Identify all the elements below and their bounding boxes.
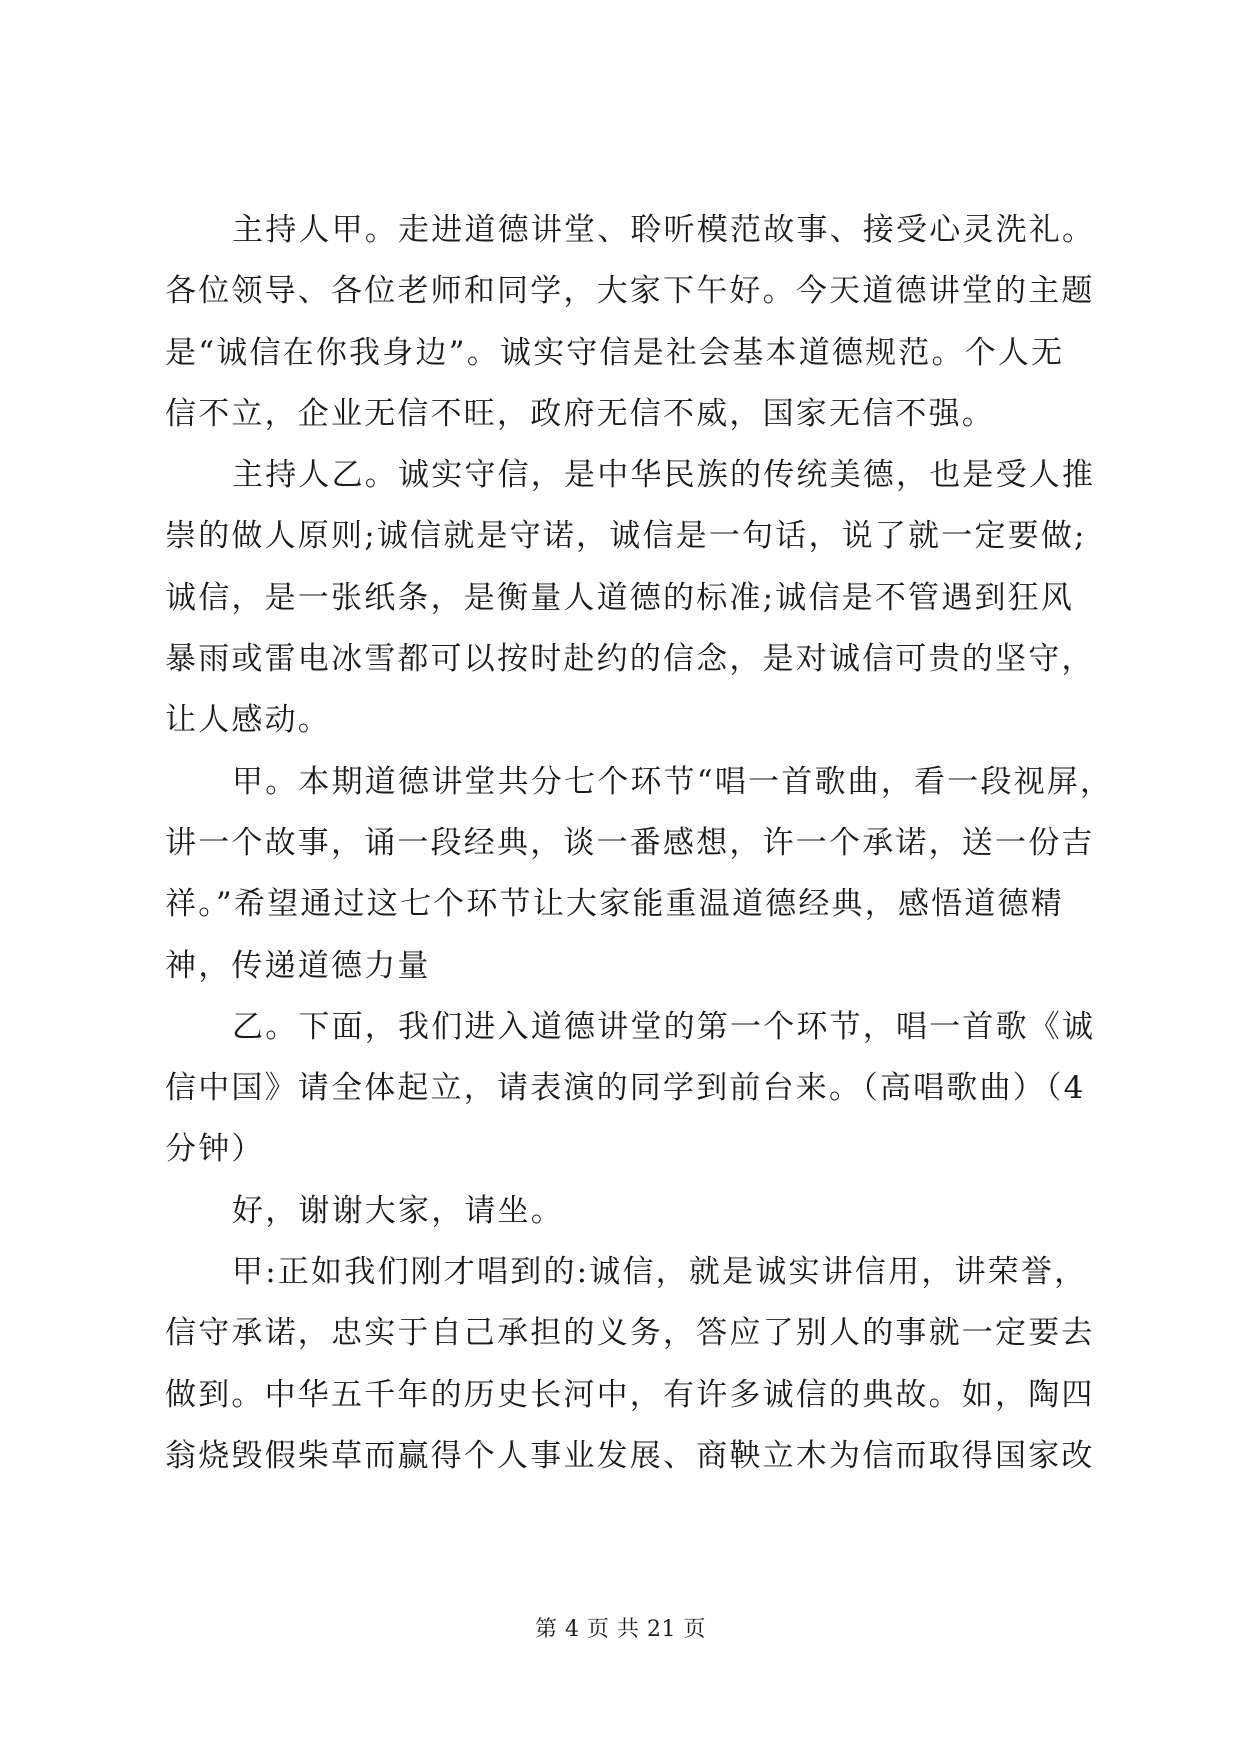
- text-line: 诚信，是一张纸条，是衡量人道德的标准;诚信是不管遇到狂风: [165, 579, 1075, 616]
- text-line: 祥。”希望通过这七个环节让大家能重温道德经典，感悟道德精: [165, 886, 1064, 923]
- text-line: 主持人乙。诚实守信，是中华民族的传统美德，也是受人推: [232, 457, 1096, 494]
- text-line: 甲:正如我们刚才唱到的:诚信，就是诚实讲信用，讲荣誉，: [232, 1254, 1088, 1291]
- text-line: 做到。中华五千年的历史长河中，有许多诚信的典故。如，陶四: [165, 1376, 1095, 1413]
- text-line: 翁烧毁假柴草而赢得个人事业发展、商鞅立木为信而取得国家改: [165, 1437, 1095, 1474]
- text-line: 甲。本期道德讲堂共分七个环节“唱一首歌曲，看一段视屏，: [232, 763, 1114, 800]
- text-line: 主持人甲。走进道德讲堂、聆听模范故事、接受心灵洗礼。: [232, 212, 1096, 248]
- text-line: 信守承诺，忠实于自己承担的义务，答应了别人的事就一定要去: [165, 1315, 1095, 1352]
- page-number-footer: 第 4 页 共 21 页: [535, 1617, 706, 1642]
- text-line: 崇的做人原则;诚信就是守诺，诚信是一句话，说了就一定要做;: [165, 518, 1087, 555]
- text-line: 讲一个故事，诵一段经典，谈一番感想，许一个承诺，送一份吉: [165, 824, 1095, 861]
- text-line: 各位领导、各位老师和同学，大家下午好。今天道德讲堂的主题: [165, 273, 1095, 310]
- text-line: 让人感动。: [165, 702, 331, 739]
- text-line: 暴雨或雷电冰雪都可以按时赴约的信念，是对诚信可贵的坚守，: [165, 641, 1095, 678]
- document-body: [165, 200, 1114, 1487]
- text-line: 信中国》请全体起立，请表演的同学到前台来。（高唱歌曲）（4: [165, 1070, 1086, 1107]
- text-line: 神，传递道德力量: [165, 947, 431, 984]
- text-line: 分钟）: [165, 1131, 265, 1168]
- text-line: 是“诚信在你我身边”。诚实守信是社会基本道德规范。个人无: [165, 334, 1065, 371]
- text-line: 信不立，企业无信不旺，政府无信不威，国家无信不强。: [165, 395, 995, 432]
- text-line: 乙。下面，我们进入道德讲堂的第一个环节，唱一首歌《诚: [232, 1008, 1096, 1045]
- text-line: 好，谢谢大家，请坐。: [232, 1192, 564, 1229]
